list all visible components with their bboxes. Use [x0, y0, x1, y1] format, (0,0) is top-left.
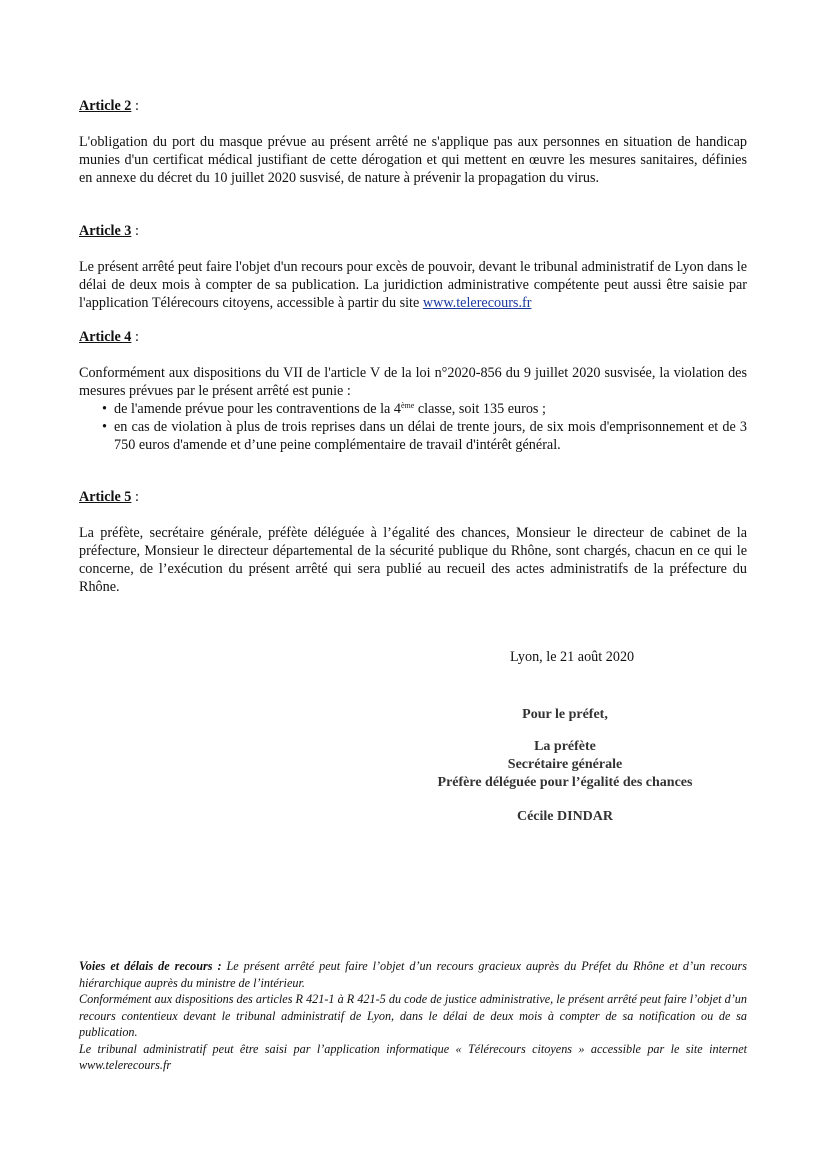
appeal-notice: [79, 958, 747, 1074]
penalty-list: [79, 400, 747, 454]
article-5-heading: Article 5 :: [79, 489, 139, 505]
appeal-notice-p3: Le tribunal administratif peut être saisi par l’application informatique « Télérecours citoyens » accessible par le site internet www.telerecours.fr: [79, 1041, 747, 1072]
appeal-notice-title: Voies et délais de recours :: [79, 959, 222, 973]
signature-line-3: Secrétaire générale: [507, 757, 623, 772]
signature-line-4: Préfère déléguée pour l’égalité des chances: [437, 775, 693, 790]
article-4-heading: Article 4 :: [79, 329, 139, 345]
appeal-notice-p1: Voies et délais de recours : Le présent arrêté peut faire l’objet d’un recours gracieux auprès du Préfet du Rhône et d’un recours hiérarchique auprès du ministre de l’intérieur.: [79, 959, 747, 990]
signature-line-1: Pour le préfet,: [522, 707, 608, 722]
article-2-heading: Article 2 :: [79, 98, 139, 114]
penalty-item-1: • de l'amende prévue pour les contraventions de la 4ème classe, soit 135 euros ;: [102, 401, 546, 417]
article-4-body: [79, 364, 747, 454]
signing-date: Lyon, le 21 août 2020: [510, 649, 635, 665]
article-4-intro: Conformément aux dispositions du VII de l'article V de la loi n°2020-856 du 9 juillet 2020 susvisée, la violation des mesures prévues par le présent arrêté est punie :: [79, 365, 747, 399]
signature-block: [420, 706, 710, 826]
article-3-heading: Article 3 :: [79, 223, 139, 239]
telerecours-link[interactable]: www.telerecours.fr: [422, 295, 532, 311]
signature-line-2: La préfète: [534, 739, 596, 754]
article-2-text: L'obligation du port du masque prévue au présent arrêté ne s'applique pas aux personnes en situation de handicap munies d'un certificat médical justifiant de cette dérogation et qui mettent en œuvre les mesures sanitaires, définies en annexe du décret du 10 juillet 2020 susvisé, de nature à prévenir la propagation du virus.: [79, 134, 747, 186]
article-3-text: Le présent arrêté peut faire l'objet d'un recours pour excès de pouvoir, devant le tribunal administratif de Lyon dans le délai de deux mois à compter de sa publication. La juridiction administrative compétente peut aussi être saisie par l'application Télérecours citoyens, accessible à partir du site www.telerecours.fr: [79, 259, 747, 311]
penalty-item-2: • en cas de violation à plus de trois reprises dans un délai de trente jours, de six mois d'emprisonnement et de 3 750 euros d'amende et d’une peine complémentaire de travail d'intérêt général.: [102, 419, 747, 453]
article-5-text: La préfète, secrétaire générale, préfète déléguée à l’égalité des chances, Monsieur le directeur de cabinet de la préfecture, Monsieur le directeur départemental de la sécurité publique du Rhône, sont chargés, chacun en ce qui le concerne, de l’exécution du présent arrêté qui sera publié au recueil des actes administratifs de la préfecture du Rhône.: [79, 525, 747, 595]
bullet-icon: •: [102, 419, 107, 435]
appeal-notice-p2: Conformément aux dispositions des articles R 421-1 à R 421-5 du code de justice administrative, le présent arrêté peut faire l’objet d’un recours contentieux devant le tribunal administratif de Lyon, dans le délai de deux mois à compter de sa notification ou de sa publication.: [79, 992, 747, 1039]
bullet-icon: •: [102, 401, 107, 417]
signatory-name: Cécile DINDAR: [516, 809, 614, 824]
